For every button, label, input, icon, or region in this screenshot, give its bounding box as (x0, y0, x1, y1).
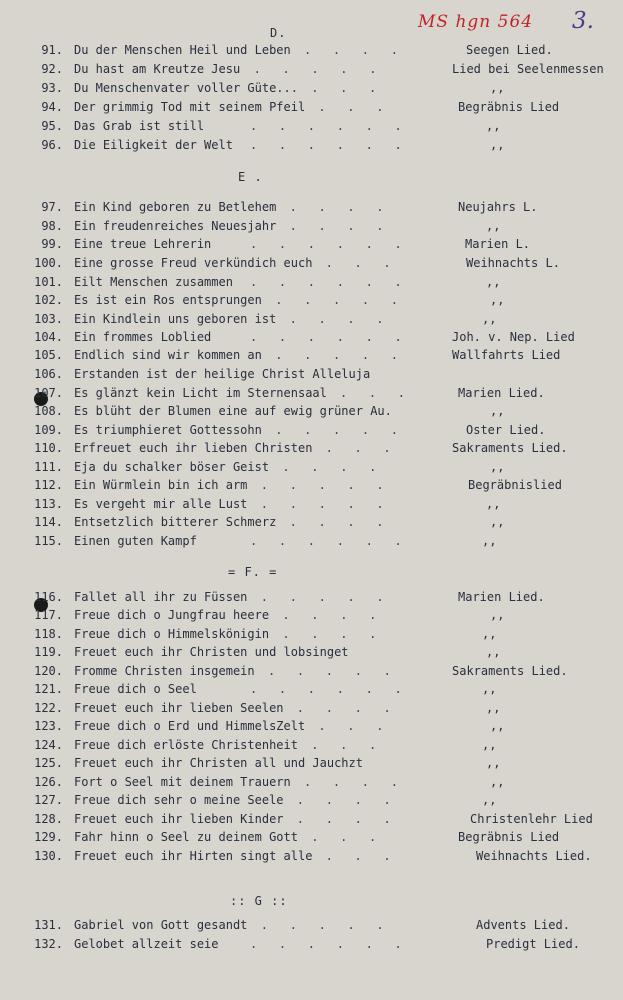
entry-category: ,, (482, 793, 497, 807)
entry-title: Ein freudenreiches Neuesjahr (74, 219, 277, 233)
entry-number: 122. (34, 701, 63, 715)
entry-category: Weihnachts Lied. (476, 849, 592, 863)
entry-number: 131. (34, 918, 63, 932)
entry-title: Erfreuet euch ihr lieben Christen (74, 441, 313, 455)
entry-title: Eine grosse Freud verkündich euch (74, 256, 313, 270)
list-item (0, 738, 623, 756)
leader-dots: . . . . (289, 515, 384, 529)
list-item (0, 312, 623, 330)
list-item (0, 608, 623, 626)
entry-title: Das Grab ist still (74, 119, 205, 133)
leader-dots: . . . (325, 849, 391, 863)
list-item (0, 293, 623, 311)
entry-number: 115. (34, 534, 63, 548)
entry-number: 93. (41, 81, 63, 95)
entry-number: 99. (41, 237, 63, 251)
entry-number: 126. (34, 775, 63, 789)
entry-title: Erstanden ist der heilige Christ Alleluja (74, 367, 371, 381)
entry-category: Predigt Lied. (486, 937, 580, 951)
entry-category: Wallfahrts Lied (452, 348, 561, 362)
list-item (0, 367, 623, 385)
entry-title: Entsetzlich bitterer Schmerz (74, 515, 277, 529)
leader-dots: . . . . . . (250, 119, 402, 133)
entry-title: Eja du schalker böser Geist (74, 460, 270, 474)
entry-title: Fromme Christen insgemein (74, 664, 255, 678)
entry-category: ,, (490, 460, 505, 474)
list-item (0, 590, 623, 608)
folio-number: 3. (572, 8, 594, 34)
entry-number: 95. (41, 119, 63, 133)
list-item (0, 682, 623, 700)
entry-category: Begräbnis Lied (458, 100, 560, 114)
list-item (0, 237, 623, 255)
leader-dots: . . . . (296, 793, 391, 807)
entry-title: Es ist ein Ros entsprungen (74, 293, 262, 307)
entry-number: 125. (34, 756, 63, 770)
leader-dots: . . . . (289, 312, 384, 326)
entry-category: Begräbnis Lied (458, 830, 560, 844)
entry-category: ,, (490, 404, 505, 418)
entry-category: ,, (486, 119, 501, 133)
entry-title: Ein frommes Loblied (74, 330, 212, 344)
list-item (0, 100, 623, 118)
entry-category: ,, (490, 138, 505, 152)
leader-dots: . . . . (296, 701, 391, 715)
entry-number: 120. (34, 664, 63, 678)
entry-number: 112. (34, 478, 63, 492)
entry-title: Eilt Menschen zusammen (74, 275, 233, 289)
entry-title: Endlich sind wir kommen an (74, 348, 262, 362)
list-item (0, 793, 623, 811)
entry-number: 116. (34, 590, 63, 604)
entry-category: Oster Lied. (466, 423, 546, 437)
list-item (0, 441, 623, 459)
entry-number: 130. (34, 849, 63, 863)
entry-number: 106. (34, 367, 63, 381)
leader-dots: . . . (311, 738, 377, 752)
entry-number: 96. (41, 138, 63, 152)
entry-number: 98. (41, 219, 63, 233)
list-item (0, 386, 623, 404)
leader-dots: . . . . (289, 219, 384, 233)
leader-dots: . . . . . (260, 478, 384, 492)
entry-number: 109. (34, 423, 63, 437)
entry-category: Begräbnislied (468, 478, 562, 492)
entry-category: Sakraments Lied. (452, 664, 568, 678)
list-item (0, 138, 623, 156)
shelfmark-annotation: MS hgn 564 (418, 12, 534, 32)
entry-title: Die Eiligkeit der Welt (74, 138, 233, 152)
entry-number: 128. (34, 812, 63, 826)
leader-dots: . . . . . . (250, 330, 402, 344)
entry-number: 92. (41, 62, 63, 76)
entry-category: Marien Lied. (458, 386, 545, 400)
list-item (0, 43, 623, 61)
entry-category: ,, (482, 534, 497, 548)
entry-category: ,, (490, 719, 505, 733)
entry-title: Es triumphieret Gottessohn (74, 423, 262, 437)
entry-category: Marien Lied. (458, 590, 545, 604)
list-item (0, 62, 623, 80)
section-heading-f: = F. = (228, 565, 278, 579)
list-item (0, 756, 623, 774)
list-item (0, 645, 623, 663)
list-item (0, 849, 623, 867)
entry-number: 124. (34, 738, 63, 752)
leader-dots: . . . (311, 81, 377, 95)
entry-category: Seegen Lied. (466, 43, 553, 57)
list-item (0, 81, 623, 99)
entry-number: 100. (34, 256, 63, 270)
entry-title: Ein Würmlein bin ich arm (74, 478, 248, 492)
entry-number: 111. (34, 460, 63, 474)
entry-category: ,, (490, 515, 505, 529)
entry-number: 91. (41, 43, 63, 57)
entry-title: Es blüht der Blumen eine auf ewig grüner Au. (74, 404, 392, 418)
section-heading-g: :: G :: (230, 894, 288, 908)
section-heading-d: D. (270, 26, 287, 40)
entry-category: ,, (482, 682, 497, 696)
entry-title: Freuet euch ihr Hirten singt alle (74, 849, 313, 863)
leader-dots: . . . . . . (250, 237, 402, 251)
entry-title: Freue dich erlöste Christenheit (74, 738, 298, 752)
list-item (0, 830, 623, 848)
entry-number: 118. (34, 627, 63, 641)
entry-category: Weihnachts L. (466, 256, 560, 270)
entry-number: 121. (34, 682, 63, 696)
leader-dots: . . . . (282, 608, 377, 622)
entry-title: Freuet euch ihr Christen all und Jauchzt (74, 756, 363, 770)
entry-title: Einen guten Kampf (74, 534, 197, 548)
list-item (0, 534, 623, 552)
leader-dots: . . . . . (253, 62, 377, 76)
leader-dots: . . . . (296, 812, 391, 826)
entry-number: 97. (41, 200, 63, 214)
leader-dots: . . . . (282, 460, 377, 474)
entry-title: Fahr hinn o Seel zu deinem Gott (74, 830, 298, 844)
entry-number: 94. (41, 100, 63, 114)
list-item (0, 423, 623, 441)
entry-title: Ein Kind geboren zu Betlehem (74, 200, 277, 214)
leader-dots: . . . . (304, 43, 398, 57)
entry-category: ,, (490, 608, 505, 622)
list-item (0, 256, 623, 274)
entry-category: ,, (486, 275, 501, 289)
leader-dots: . . . . (304, 775, 398, 789)
entry-title: Du hast am Kreutze Jesu (74, 62, 241, 76)
list-item (0, 937, 623, 955)
list-item (0, 497, 623, 515)
entry-number: 104. (34, 330, 63, 344)
entry-title: Freue dich o Himmelskönigin (74, 627, 270, 641)
entry-category: ,, (486, 219, 501, 233)
leader-dots: . . . . . (260, 590, 384, 604)
entry-title: Gelobet allzeit seie (74, 937, 219, 951)
entry-title: Es glänzt kein Licht im Sternensaal (74, 386, 327, 400)
entry-category: Lied bei Seelenmessen (452, 62, 604, 76)
entry-title: Ein Kindlein uns geboren ist (74, 312, 277, 326)
entry-category: Marien L. (465, 237, 531, 251)
section-heading-e: E . (238, 170, 263, 184)
list-item (0, 918, 623, 936)
leader-dots: . . . . . . (250, 937, 402, 951)
entry-title: Freue dich o Jungfrau heere (74, 608, 270, 622)
leader-dots: . . . . . (275, 348, 399, 362)
leader-dots: . . . . . (275, 293, 399, 307)
entry-number: 101. (34, 275, 63, 289)
entry-category: Joh. v. Nep. Lied (452, 330, 575, 344)
entry-number: 114. (34, 515, 63, 529)
list-item (0, 275, 623, 293)
entry-category: Advents Lied. (476, 918, 570, 932)
leader-dots: . . . (311, 830, 377, 844)
list-item (0, 219, 623, 237)
entry-title: Fort o Seel mit deinem Trauern (74, 775, 291, 789)
entry-category: ,, (490, 81, 505, 95)
entry-category: ,, (486, 645, 501, 659)
entry-category: ,, (482, 627, 497, 641)
entry-title: Freuet euch ihr lieben Kinder (74, 812, 284, 826)
entry-category: ,, (486, 701, 501, 715)
entry-title: Du der Menschen Heil und Leben (74, 43, 291, 57)
leader-dots: . . . . . . (250, 275, 402, 289)
leader-dots: . . . (325, 441, 391, 455)
list-item (0, 515, 623, 533)
entry-title: Freue dich o Seel (74, 682, 197, 696)
leader-dots: . . . . . . (250, 682, 402, 696)
leader-dots: . . . . . (275, 423, 399, 437)
entry-category: Christenlehr Lied (470, 812, 593, 826)
list-item (0, 478, 623, 496)
entry-category: ,, (490, 293, 505, 307)
entry-category: ,, (490, 775, 505, 789)
leader-dots: . . . . . . (250, 138, 402, 152)
entry-title: Gabriel von Gott gesandt (74, 918, 248, 932)
leader-dots: . . . (318, 100, 384, 114)
entry-number: 108. (34, 404, 63, 418)
list-item (0, 701, 623, 719)
entry-number: 107. (34, 386, 63, 400)
list-item (0, 627, 623, 645)
entry-number: 110. (34, 441, 63, 455)
leader-dots: . . . . (282, 627, 377, 641)
leader-dots: . . . (318, 719, 384, 733)
entry-category: Neujahrs L. (458, 200, 538, 214)
entry-number: 113. (34, 497, 63, 511)
entry-number: 119. (34, 645, 63, 659)
entry-title: Freuet euch ihr Christen und lobsinget (74, 645, 349, 659)
leader-dots: . . . . . . (250, 534, 402, 548)
entry-category: ,, (482, 738, 497, 752)
entry-title: Freue dich o Erd und HimmelsZelt (74, 719, 306, 733)
entry-title: Freuet euch ihr lieben Seelen (74, 701, 284, 715)
entry-category: ,, (486, 497, 501, 511)
list-item (0, 119, 623, 137)
entry-number: 102. (34, 293, 63, 307)
list-item (0, 460, 623, 478)
leader-dots: . . . . (289, 200, 384, 214)
list-item (0, 348, 623, 366)
entry-title: Der grimmig Tod mit seinem Pfeil (74, 100, 306, 114)
leader-dots: . . . (325, 256, 391, 270)
entry-title: Eine treue Lehrerin (74, 237, 212, 251)
entry-number: 127. (34, 793, 63, 807)
entry-title: Du Menschenvater voller Güte... (74, 81, 298, 95)
list-item (0, 664, 623, 682)
entry-category: ,, (482, 312, 497, 326)
entry-number: 105. (34, 348, 63, 362)
leader-dots: . . . . . (268, 664, 391, 678)
list-item (0, 404, 623, 422)
entry-category: Sakraments Lied. (452, 441, 568, 455)
entry-title: Es vergeht mir alle Lust (74, 497, 248, 511)
entry-title: Freue dich sehr o meine Seele (74, 793, 284, 807)
list-item (0, 200, 623, 218)
list-item (0, 719, 623, 737)
entry-number: 132. (34, 937, 63, 951)
leader-dots: . . . . . (260, 918, 384, 932)
list-item (0, 812, 623, 830)
entry-title: Fallet all ihr zu Füssen (74, 590, 248, 604)
list-item (0, 330, 623, 348)
entry-category: ,, (486, 756, 501, 770)
entry-number: 123. (34, 719, 63, 733)
list-item (0, 775, 623, 793)
leader-dots: . . . . . (260, 497, 384, 511)
entry-number: 117. (34, 608, 63, 622)
entry-number: 103. (34, 312, 63, 326)
leader-dots: . . . (340, 386, 406, 400)
entry-number: 129. (34, 830, 63, 844)
